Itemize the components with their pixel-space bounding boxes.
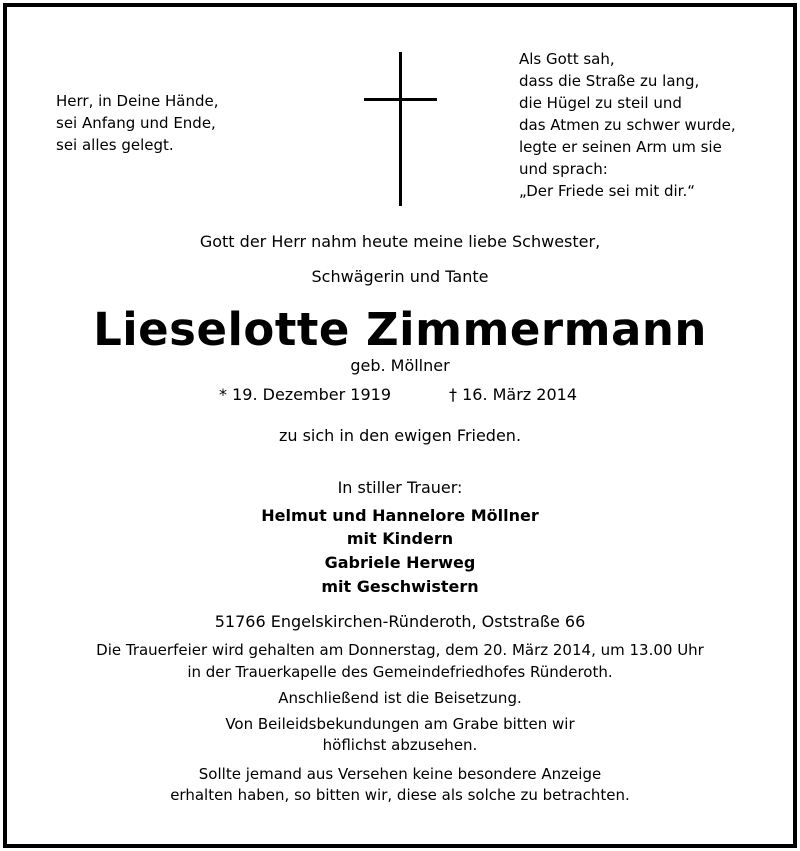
notice-line: Sollte jemand aus Versehen keine besondere Anzeige: [198, 765, 602, 783]
condolences-line: höflichst abzusehen.: [322, 736, 478, 754]
deceased-name: Lieselotte Zimmermann: [93, 303, 707, 356]
mourner-line: Gabriele Herweg: [324, 553, 476, 572]
birth-date: * 19. Dezember 1919: [219, 385, 391, 404]
peace-line: zu sich in den ewigen Frieden.: [278, 426, 522, 445]
verse-left-line: Herr, in Deine Hände,: [56, 92, 219, 110]
verse-left: [56, 90, 219, 156]
verse-left-line: sei alles gelegt.: [56, 136, 174, 154]
verse-right-line: legte er seinen Arm um sie: [519, 138, 722, 156]
cross-icon-bar: [364, 98, 437, 101]
mourning-label: In stiller Trauer:: [337, 478, 463, 497]
cross-icon: [399, 52, 402, 206]
burial-line: Anschließend ist die Beisetzung.: [278, 689, 522, 707]
intro-line: Gott der Herr nahm heute meine liebe Schwester,: [199, 232, 601, 251]
verse-right-line: das Atmen zu schwer wurde,: [519, 116, 736, 134]
verse-right-line: dass die Straße zu lang,: [519, 72, 700, 90]
verse-left-line: sei Anfang und Ende,: [56, 114, 216, 132]
mourner-line: Helmut und Hannelore Möllner: [261, 506, 539, 525]
verse-right: [519, 48, 736, 202]
funeral-line: Die Trauerfeier wird gehalten am Donnerstag, dem 20. März 2014, um 13.00 Uhr: [96, 641, 704, 659]
verse-right-line: die Hügel zu steil und: [519, 94, 682, 112]
notice-line: erhalten haben, so bitten wir, diese als solche zu betrachten.: [170, 786, 630, 804]
verse-right-line: und sprach:: [519, 160, 608, 178]
address: 51766 Engelskirchen-Ründeroth, Oststraße 66: [214, 612, 586, 631]
intro-line: Schwägerin und Tante: [311, 267, 489, 286]
verse-right-line: „Der Friede sei mit dir.“: [519, 182, 695, 200]
condolences-line: Von Beileidsbekundungen am Grabe bitten wir: [225, 715, 575, 733]
funeral-line: in der Trauerkapelle des Gemeindefriedhofes Ründeroth.: [187, 663, 613, 681]
death-date: † 16. März 2014: [449, 385, 578, 404]
mourner-line: mit Geschwistern: [321, 577, 479, 596]
mourner-line: mit Kindern: [346, 529, 454, 548]
verse-right-line: Als Gott sah,: [519, 50, 615, 68]
maiden-name: geb. Möllner: [350, 356, 450, 375]
